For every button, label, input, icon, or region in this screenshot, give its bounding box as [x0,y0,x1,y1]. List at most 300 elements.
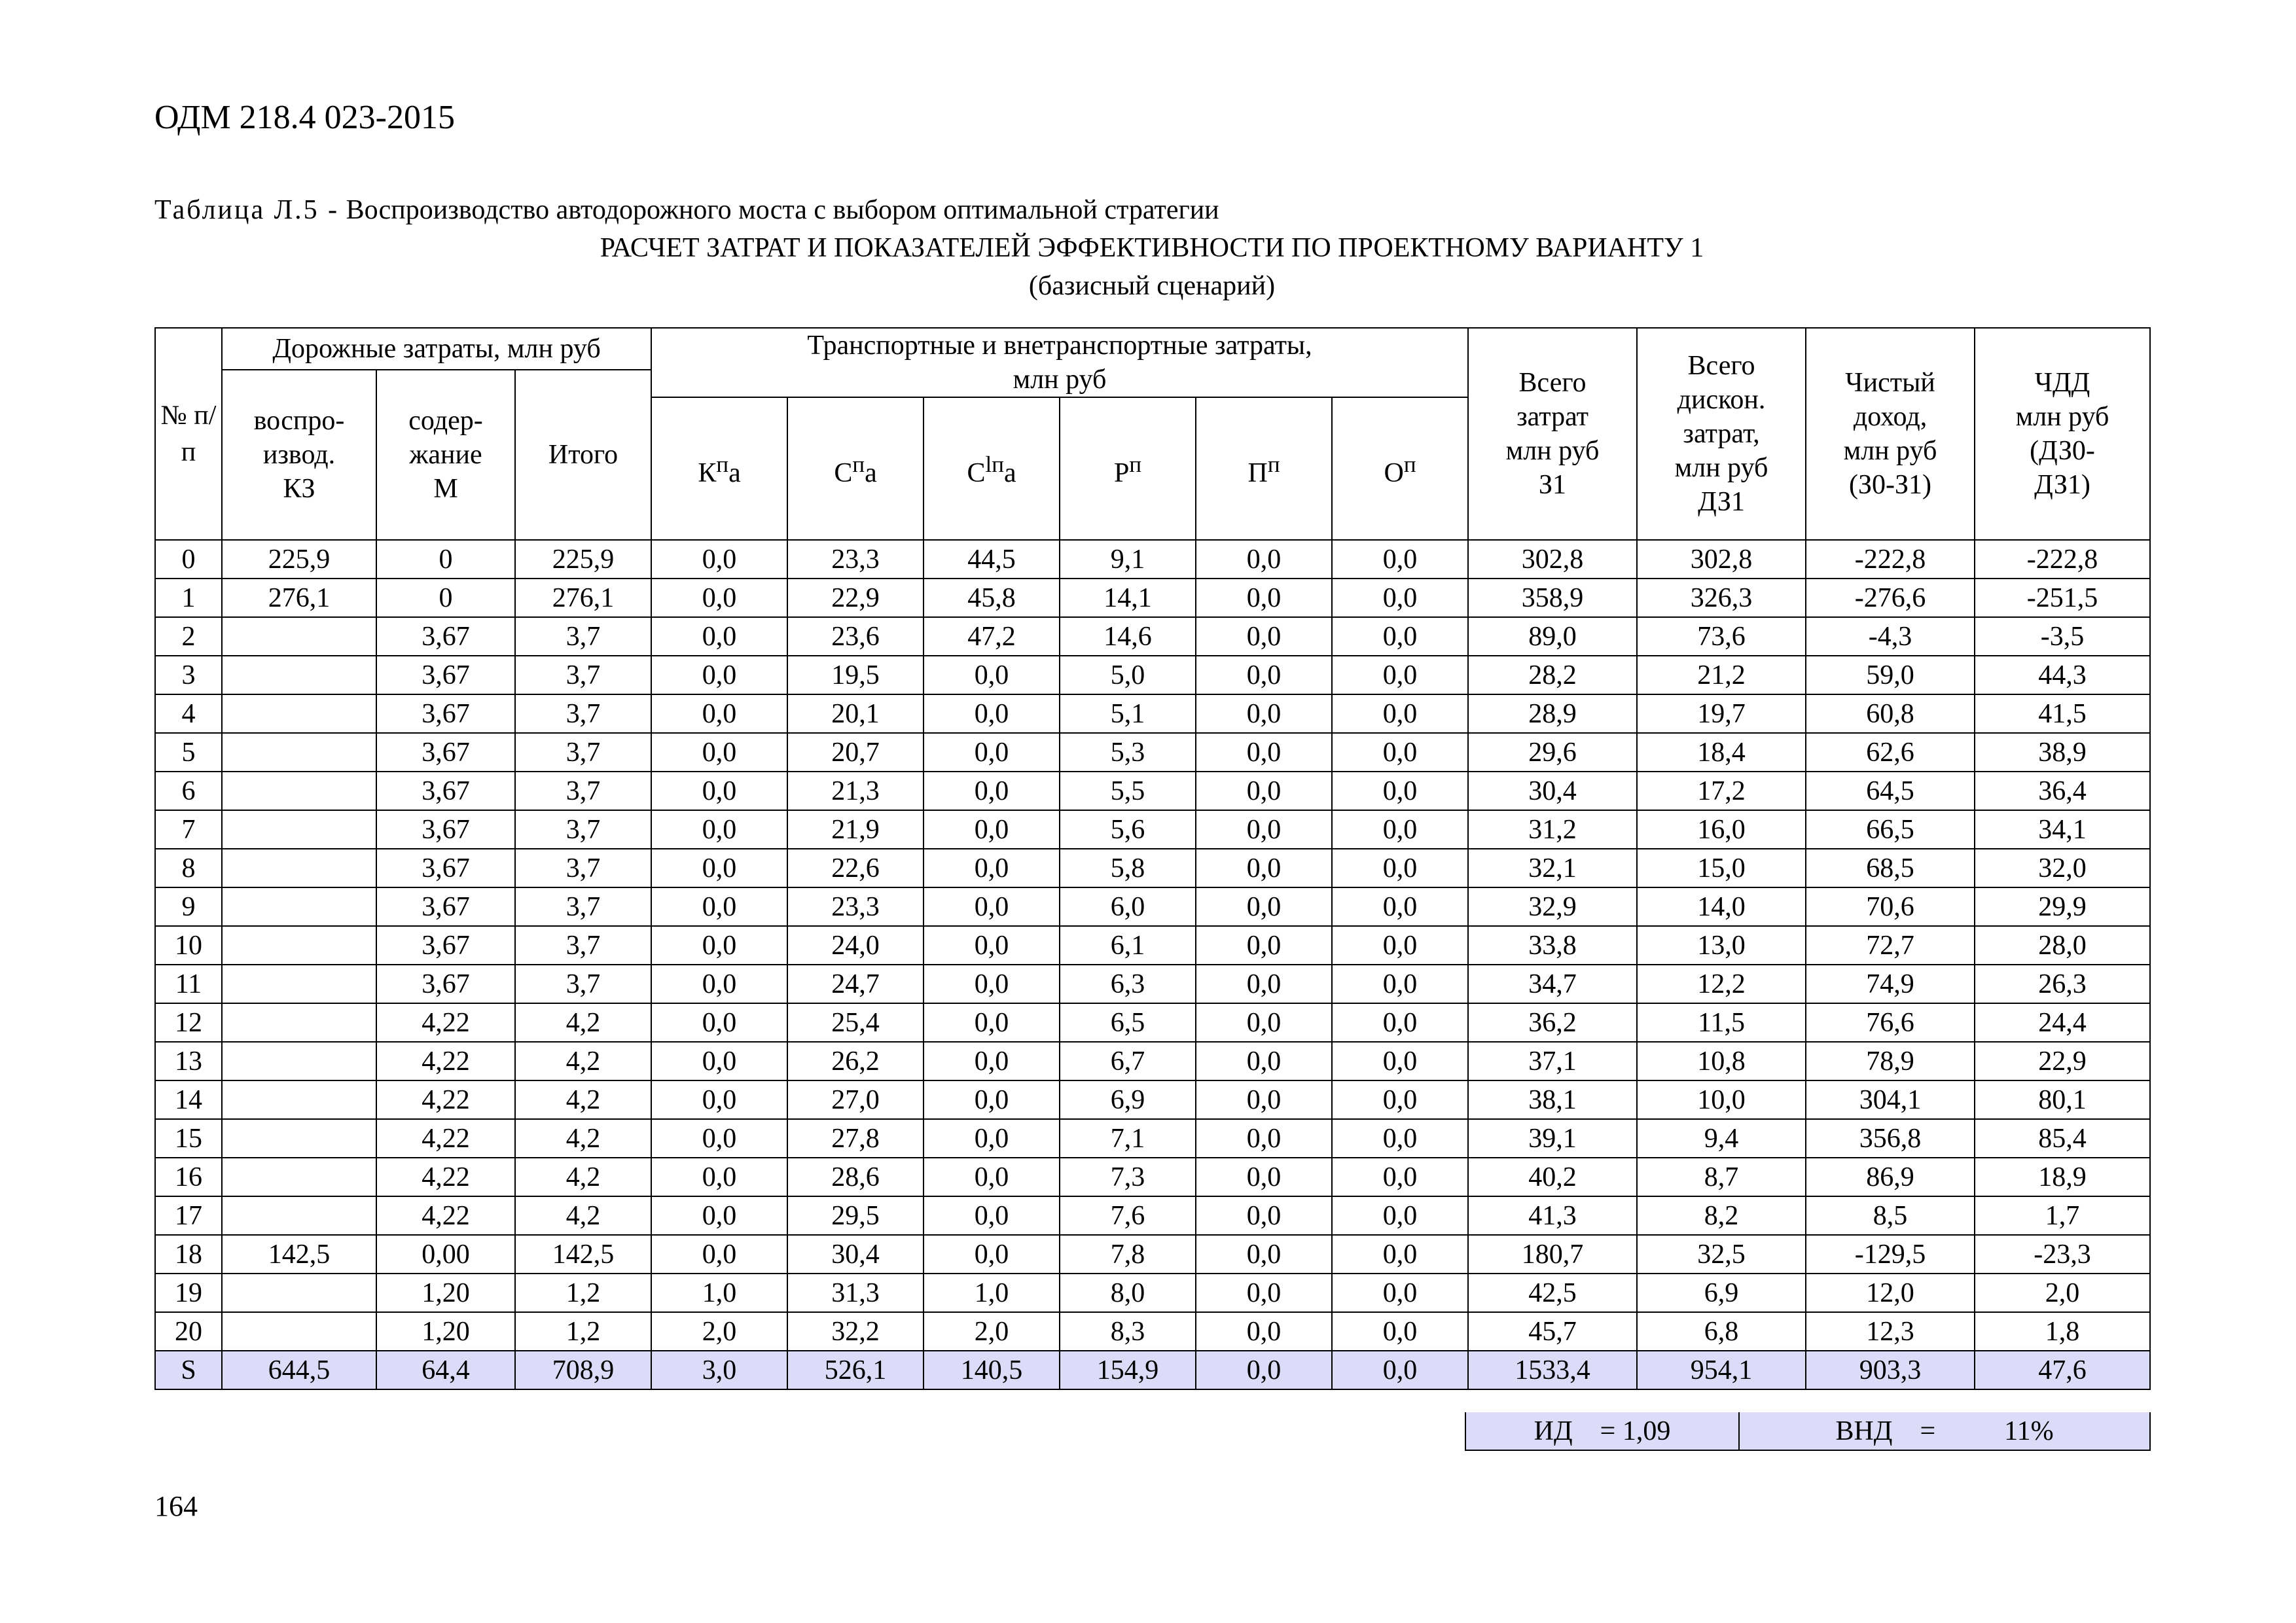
cell-net-income: 66,5 [1806,810,1975,849]
caption-text: Воспроизводство автодорожного моста с выбором оптимальной стратегии [346,195,1219,225]
cell-cl: 1,0 [924,1274,1060,1312]
header-total-costs-line3: млн руб [1505,436,1600,466]
header-npv-line2: млн руб [2015,402,2109,432]
cell-p: 154,9 [1060,1351,1196,1389]
cell-p: 5,5 [1060,772,1196,810]
cell-npv: 2,0 [1975,1274,2150,1312]
cell-total-costs: 1533,4 [1468,1351,1637,1389]
table-row [155,772,2150,810]
cell-k: 0,0 [651,926,787,965]
cell-disc-costs: 21,2 [1637,656,1806,694]
header-k-sup: п [716,451,729,477]
header-pp-sup: п [1267,451,1280,477]
header-c-tail: а [865,457,877,488]
cell-c: 19,5 [787,656,924,694]
cell-row-num: 8 [155,849,222,887]
cell-net-income: 12,3 [1806,1312,1975,1351]
cell-kz [222,656,376,694]
cell-npv: 32,0 [1975,849,2150,887]
cell-pp: 0,0 [1196,579,1332,617]
cell-m: 4,22 [376,1003,515,1042]
cell-pp: 0,0 [1196,1003,1332,1042]
summary-id-value: = 1,09 [1600,1416,1671,1446]
cell-p: 9,1 [1060,540,1196,579]
cell-total-costs: 32,1 [1468,849,1637,887]
cell-o: 0,0 [1332,733,1468,772]
cell-road-total: 3,7 [515,656,651,694]
table-row [155,1119,2150,1158]
cell-k: 0,0 [651,694,787,733]
cell-road-total: 3,7 [515,617,651,656]
header-npv-line3: (ДЗ0- [2030,436,2095,466]
cell-road-total: 3,7 [515,849,651,887]
header-k-main: К [698,457,717,488]
page-number: 164 [154,1490,198,1522]
cell-p: 7,3 [1060,1158,1196,1196]
cell-disc-costs: 6,9 [1637,1274,1806,1312]
cell-o: 0,0 [1332,1119,1468,1158]
header-total-costs-line1: Всего [1518,368,1587,398]
cell-k: 1,0 [651,1274,787,1312]
cell-total-costs: 37,1 [1468,1042,1637,1080]
cell-k: 0,0 [651,1119,787,1158]
cell-p: 5,0 [1060,656,1196,694]
cell-pp: 0,0 [1196,1312,1332,1351]
cell-road-total: 3,7 [515,694,651,733]
table-row [155,1080,2150,1119]
cell-m: 3,67 [376,772,515,810]
table-row [155,694,2150,733]
summary-irr-value: 11% [2004,1416,2054,1446]
header-net-line1: Чистый [1845,368,1935,398]
cell-c: 26,2 [787,1042,924,1080]
cell-m: 0 [376,540,515,579]
cell-cl: 140,5 [924,1351,1060,1389]
cell-road-total: 4,2 [515,1080,651,1119]
cell-total-costs: 38,1 [1468,1080,1637,1119]
cell-pp: 0,0 [1196,1119,1332,1158]
cell-k: 2,0 [651,1312,787,1351]
header-num-label: № п/п [160,401,217,467]
header-maintenance [376,370,515,540]
cell-kz [222,1003,376,1042]
cell-cl: 0,0 [924,656,1060,694]
cell-o: 0,0 [1332,579,1468,617]
cell-cl: 0,0 [924,733,1060,772]
table-header [155,328,2150,540]
cell-c: 21,9 [787,810,924,849]
cell-road-total: 4,2 [515,1196,651,1235]
cell-c: 30,4 [787,1235,924,1274]
cell-c: 25,4 [787,1003,924,1042]
cell-c: 31,3 [787,1274,924,1312]
cell-pp: 0,0 [1196,772,1332,810]
cell-net-income: -222,8 [1806,540,1975,579]
cell-cl: 44,5 [924,540,1060,579]
cell-row-num: 3 [155,656,222,694]
cell-kz [222,1158,376,1196]
cell-k: 0,0 [651,656,787,694]
cell-kz: 276,1 [222,579,376,617]
cell-disc-costs: 15,0 [1637,849,1806,887]
cell-disc-costs: 17,2 [1637,772,1806,810]
header-maint-line1: содер- [408,406,483,436]
cell-disc-costs: 10,0 [1637,1080,1806,1119]
cell-m: 3,67 [376,887,515,926]
document-code: ОДМ 218.4 023-2015 [154,99,455,136]
cell-row-num: 1 [155,579,222,617]
header-disc-line4: млн руб [1674,453,1768,483]
header-net-line3: млн руб [1843,436,1937,466]
cell-c: 21,3 [787,772,924,810]
table-row [155,540,2150,579]
table-row [155,849,2150,887]
cell-npv: 41,5 [1975,694,2150,733]
cell-disc-costs: 32,5 [1637,1235,1806,1274]
cell-net-income: 78,9 [1806,1042,1975,1080]
cell-cl: 0,0 [924,849,1060,887]
header-disc-line2: дискон. [1677,385,1766,415]
cell-road-total: 4,2 [515,1042,651,1080]
cell-npv: -222,8 [1975,540,2150,579]
table-row [155,1196,2150,1235]
cell-road-total: 4,2 [515,1003,651,1042]
cell-total-costs: 31,2 [1468,810,1637,849]
cell-pp: 0,0 [1196,694,1332,733]
cell-p: 6,7 [1060,1042,1196,1080]
cell-kz [222,926,376,965]
table-row [155,579,2150,617]
cell-pp: 0,0 [1196,540,1332,579]
cell-k: 0,0 [651,1003,787,1042]
header-maint-line2: жание [409,440,482,470]
cell-cl: 0,0 [924,694,1060,733]
cell-disc-costs: 73,6 [1637,617,1806,656]
header-npv-line1: ЧДД [2034,368,2090,398]
cell-npv: -3,5 [1975,617,2150,656]
cell-cl: 47,2 [924,617,1060,656]
cell-total-costs: 30,4 [1468,772,1637,810]
cell-road-total: 3,7 [515,926,651,965]
header-cl [924,397,1060,540]
cell-row-num: 4 [155,694,222,733]
cell-c: 23,3 [787,540,924,579]
cell-total-costs: 42,5 [1468,1274,1637,1312]
table-subtitle: (базисный сценарий) [1028,271,1276,301]
cell-p: 5,8 [1060,849,1196,887]
cell-kz: 142,5 [222,1235,376,1274]
cell-road-total: 4,2 [515,1119,651,1158]
header-npv [1975,328,2150,540]
header-c-sup: п [852,451,865,477]
cell-npv: 22,9 [1975,1042,2150,1080]
cell-road-total: 4,2 [515,1158,651,1196]
cell-k: 0,0 [651,733,787,772]
cell-npv: 36,4 [1975,772,2150,810]
cell-kz [222,772,376,810]
cell-net-income: -129,5 [1806,1235,1975,1274]
cell-m: 1,20 [376,1274,515,1312]
cell-npv: 44,3 [1975,656,2150,694]
cell-pp: 0,0 [1196,1158,1332,1196]
cell-row-num: 18 [155,1235,222,1274]
table-row [155,810,2150,849]
cell-m: 3,67 [376,733,515,772]
cell-kz [222,1196,376,1235]
cell-p: 6,1 [1060,926,1196,965]
cell-pp: 0,0 [1196,656,1332,694]
header-road-costs: Дорожные затраты, млн руб [222,328,651,370]
cell-o: 0,0 [1332,1080,1468,1119]
cell-p: 5,1 [1060,694,1196,733]
cell-o: 0,0 [1332,887,1468,926]
cell-kz: 644,5 [222,1351,376,1389]
cell-disc-costs: 19,7 [1637,694,1806,733]
cell-m: 3,67 [376,617,515,656]
cell-c: 526,1 [787,1351,924,1389]
cell-cl: 45,8 [924,579,1060,617]
cell-npv: 1,8 [1975,1312,2150,1351]
header-c [787,397,924,540]
cell-o: 0,0 [1332,810,1468,849]
cell-cl: 0,0 [924,772,1060,810]
header-disc-line3: затрат, [1683,419,1760,449]
cell-disc-costs: 13,0 [1637,926,1806,965]
cell-o: 0,0 [1332,926,1468,965]
cell-p: 8,3 [1060,1312,1196,1351]
cell-total-costs: 180,7 [1468,1235,1637,1274]
cell-kz [222,965,376,1003]
cell-npv: 18,9 [1975,1158,2150,1196]
cell-k: 0,0 [651,965,787,1003]
cell-k: 0,0 [651,772,787,810]
header-net-line4: (З0-З1) [1849,470,1932,500]
header-p [1060,397,1196,540]
cell-m: 3,67 [376,965,515,1003]
cell-npv: 47,6 [1975,1351,2150,1389]
cell-o: 0,0 [1332,694,1468,733]
cell-pp: 0,0 [1196,1351,1332,1389]
cell-disc-costs: 12,2 [1637,965,1806,1003]
cell-road-total: 1,2 [515,1312,651,1351]
cell-m: 3,67 [376,810,515,849]
cell-o: 0,0 [1332,772,1468,810]
cell-npv: 24,4 [1975,1003,2150,1042]
header-pp [1196,397,1332,540]
cell-p: 8,0 [1060,1274,1196,1312]
header-maint-line3: М [433,474,458,504]
table-row [155,656,2150,694]
summary-irr-cell [1739,1412,2150,1450]
cell-npv: 34,1 [1975,810,2150,849]
summary-table [1465,1412,2151,1451]
cell-cl: 0,0 [924,1003,1060,1042]
header-total-costs-line4: З1 [1539,470,1567,500]
header-o-sup: п [1403,451,1416,477]
cell-k: 0,0 [651,1080,787,1119]
cell-npv: 1,7 [1975,1196,2150,1235]
cell-row-num: 11 [155,965,222,1003]
cell-m: 4,22 [376,1080,515,1119]
cell-net-income: 62,6 [1806,733,1975,772]
cell-o: 0,0 [1332,656,1468,694]
cell-m: 4,22 [376,1042,515,1080]
table-row [155,1274,2150,1312]
cell-k: 0,0 [651,1196,787,1235]
cell-kz [222,849,376,887]
header-transport-line2: млн руб [1013,365,1107,395]
cell-k: 0,0 [651,579,787,617]
cell-kz [222,617,376,656]
summary-id-label: ИД [1534,1416,1573,1446]
cell-npv: 85,4 [1975,1119,2150,1158]
cell-disc-costs: 954,1 [1637,1351,1806,1389]
cell-total-costs: 36,2 [1468,1003,1637,1042]
cell-k: 0,0 [651,1158,787,1196]
header-net-income [1806,328,1975,540]
cell-kz [222,810,376,849]
cell-pp: 0,0 [1196,926,1332,965]
cell-net-income: 12,0 [1806,1274,1975,1312]
cell-m: 0,00 [376,1235,515,1274]
cell-kz [222,1042,376,1080]
cell-disc-costs: 8,2 [1637,1196,1806,1235]
cell-total-costs: 302,8 [1468,540,1637,579]
cell-row-num: 7 [155,810,222,849]
cell-row-num: 17 [155,1196,222,1235]
cell-cl: 0,0 [924,1042,1060,1080]
cell-road-total: 3,7 [515,887,651,926]
cell-total-costs: 28,2 [1468,656,1637,694]
cell-cl: 0,0 [924,1158,1060,1196]
cell-row-num: 10 [155,926,222,965]
cell-pp: 0,0 [1196,1080,1332,1119]
cell-c: 22,9 [787,579,924,617]
cell-net-income: 64,5 [1806,772,1975,810]
cell-k: 0,0 [651,887,787,926]
cell-pp: 0,0 [1196,1235,1332,1274]
cell-disc-costs: 9,4 [1637,1119,1806,1158]
cell-c: 23,6 [787,617,924,656]
cell-disc-costs: 14,0 [1637,887,1806,926]
cell-m: 4,22 [376,1119,515,1158]
cell-o: 0,0 [1332,1042,1468,1080]
cell-m: 3,67 [376,656,515,694]
cell-kz [222,1312,376,1351]
cell-total-costs: 41,3 [1468,1196,1637,1235]
header-p-sup: п [1129,451,1142,477]
cell-net-income: 74,9 [1806,965,1975,1003]
header-repro-line2: извод. [262,440,336,470]
cell-pp: 0,0 [1196,849,1332,887]
header-pp-main: П [1247,457,1268,488]
cost-table [154,327,2151,1390]
cell-cl: 0,0 [924,1196,1060,1235]
table-row [155,1042,2150,1080]
cell-kz: 225,9 [222,540,376,579]
cell-o: 0,0 [1332,1235,1468,1274]
cell-k: 0,0 [651,849,787,887]
cell-total-costs: 33,8 [1468,926,1637,965]
cell-o: 0,0 [1332,1003,1468,1042]
cell-row-num: 2 [155,617,222,656]
header-repro-line1: воспро- [253,406,345,436]
table-row [155,887,2150,926]
cell-total-costs: 358,9 [1468,579,1637,617]
cell-road-total: 225,9 [515,540,651,579]
cell-o: 0,0 [1332,1312,1468,1351]
cell-row-num: 20 [155,1312,222,1351]
header-disc-line1: Всего [1687,351,1755,381]
cell-total-costs: 28,9 [1468,694,1637,733]
table-row [155,1312,2150,1351]
cell-m: 3,67 [376,849,515,887]
cell-net-income: 68,5 [1806,849,1975,887]
cell-c: 27,0 [787,1080,924,1119]
cell-net-income: 70,6 [1806,887,1975,926]
header-cl-tail: а [1003,457,1016,488]
cell-o: 0,0 [1332,1274,1468,1312]
cell-m: 4,22 [376,1158,515,1196]
cell-c: 27,8 [787,1119,924,1158]
cell-total-costs: 32,9 [1468,887,1637,926]
cell-npv: 38,9 [1975,733,2150,772]
header-npv-line4: ДЗ1) [2034,470,2090,500]
cell-net-income: 59,0 [1806,656,1975,694]
cell-pp: 0,0 [1196,617,1332,656]
table-row [155,617,2150,656]
cell-net-income: -4,3 [1806,617,1975,656]
cell-disc-costs: 10,8 [1637,1042,1806,1080]
cell-p: 6,0 [1060,887,1196,926]
cell-row-num: S [155,1351,222,1389]
header-o [1332,397,1468,540]
cell-kz [222,733,376,772]
cell-net-income: 356,8 [1806,1119,1975,1158]
header-cl-main: С [967,457,986,488]
cell-net-income: -276,6 [1806,579,1975,617]
header-c-main: С [834,457,853,488]
cell-o: 0,0 [1332,1196,1468,1235]
cell-npv: 26,3 [1975,965,2150,1003]
cell-p: 14,1 [1060,579,1196,617]
table-row [155,926,2150,965]
cell-net-income: 60,8 [1806,694,1975,733]
cell-road-total: 1,2 [515,1274,651,1312]
header-transport-costs [651,328,1468,397]
cell-c: 23,3 [787,887,924,926]
header-k [651,397,787,540]
header-cl-sup: lп [985,451,1004,477]
cell-p: 6,3 [1060,965,1196,1003]
cell-npv: -23,3 [1975,1235,2150,1274]
cell-kz [222,694,376,733]
table-row [155,733,2150,772]
table-row [155,1235,2150,1274]
cell-cl: 2,0 [924,1312,1060,1351]
table-row [155,1158,2150,1196]
cell-net-income: 72,7 [1806,926,1975,965]
cell-cl: 0,0 [924,1080,1060,1119]
cell-net-income: 86,9 [1806,1158,1975,1196]
cell-total-costs: 29,6 [1468,733,1637,772]
summary-irr-eq: = [1920,1416,1936,1446]
cell-row-num: 13 [155,1042,222,1080]
cell-road-total: 142,5 [515,1235,651,1274]
cell-road-total: 3,7 [515,965,651,1003]
cell-k: 0,0 [651,810,787,849]
cell-npv: 80,1 [1975,1080,2150,1119]
